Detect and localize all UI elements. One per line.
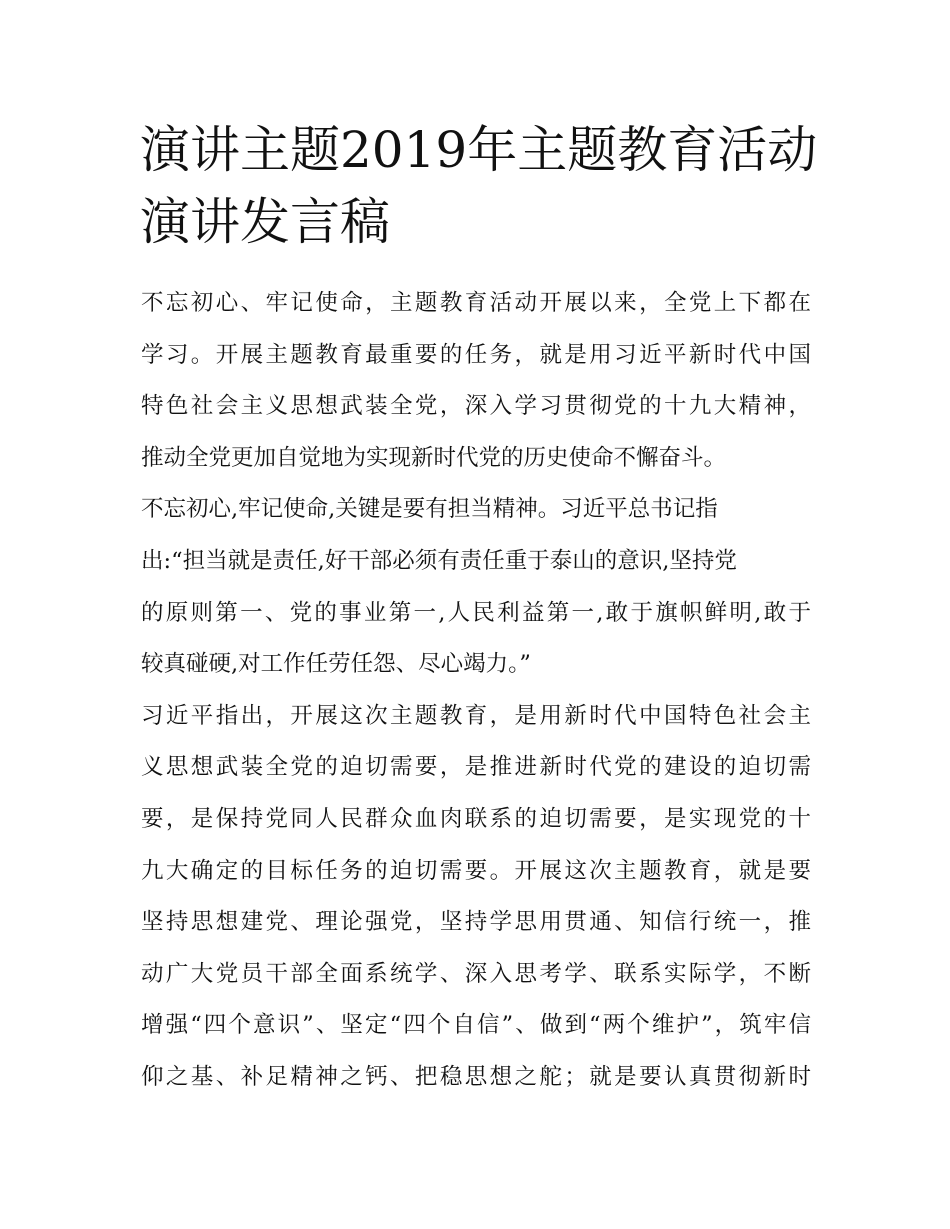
document-title (140, 114, 820, 258)
text-line: 坚持思想建党、理论强党，坚持学思用贯通、知信行统一，推 (141, 909, 811, 936)
text-line: 要，是保持党同人民群众血肉联系的迫切需要，是实现党的十 (141, 805, 811, 832)
text-line: 推动全党更加自觉地为实现新时代党的历史使命不懈奋斗。 (141, 444, 727, 471)
text-line: 学习。开展主题教育最重要的任务，就是用习近平新时代中国 (141, 341, 811, 368)
paragraph-3 (141, 691, 811, 1104)
text-line: 出:“担当就是责任,好干部必须有责任重于泰山的意识,坚持党 (141, 547, 737, 574)
text-line: 动广大党员干部全面系统学、深入思考学、联系实际学，不断 (141, 960, 811, 987)
text-line: 仰之基、补足精神之钙、把稳思想之舵；就是要认真贯彻新时 (141, 1063, 811, 1090)
text-line: 不忘初心,牢记使命,关键是要有担当精神。习近平总书记指 (141, 496, 718, 523)
paragraph-1 (141, 278, 811, 484)
text-line: 较真碰硬,对工作任劳任怨、尽心竭力。” (141, 651, 531, 678)
text-line: 不忘初心、牢记使命，主题教育活动开展以来，全党上下都在 (141, 290, 811, 316)
document-body (141, 278, 811, 1104)
text-line: 九大确定的目标任务的迫切需要。开展这次主题教育，就是要 (141, 857, 811, 884)
text-line: 特色社会主义思想武装全党，深入学习贯彻党的十九大精神， (141, 393, 811, 420)
text-line: 义思想武装全党的迫切需要，是推进新时代党的建设的迫切需 (141, 754, 811, 781)
text-line: 的原则第一、党的事业第一,人民利益第一,敢于旗帜鲜明,敢于 (141, 599, 811, 626)
text-line: 习近平指出，开展这次主题教育，是用新时代中国特色社会主 (141, 702, 811, 729)
paragraph-2 (141, 484, 811, 690)
text-line: 增强“四个意识”、坚定“四个自信”、做到“两个维护”，筑牢信 (141, 1012, 811, 1039)
title-line: 演讲主题2019年主题教育活动 (140, 121, 818, 179)
title-line: 演讲发言稿 (140, 193, 390, 251)
